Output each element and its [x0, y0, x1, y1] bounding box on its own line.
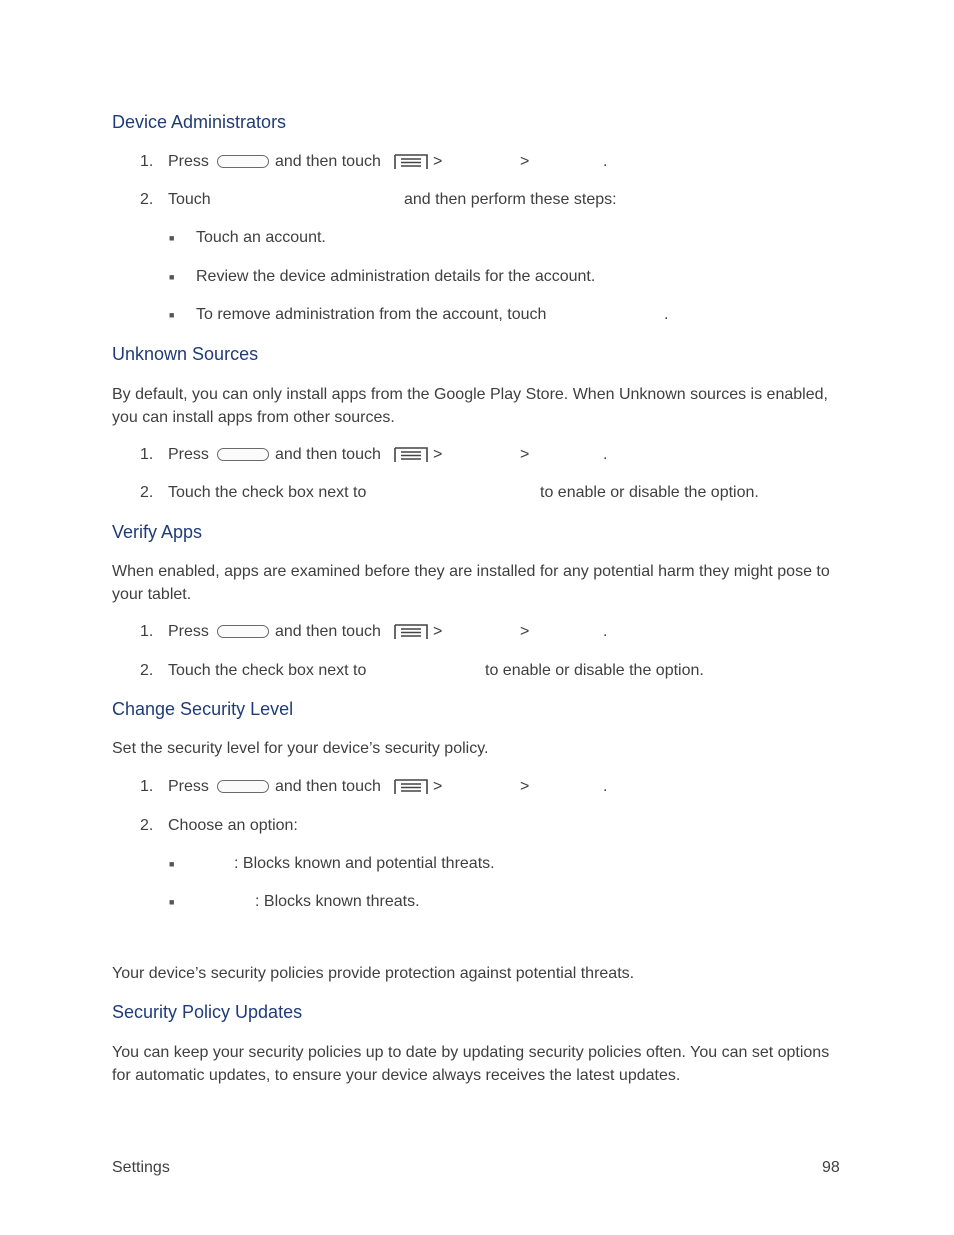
menu-key-icon	[394, 154, 428, 170]
step-text: Touch the check box next to	[168, 662, 367, 679]
list-item: Touch an account.	[196, 229, 326, 246]
step-text: to enable or disable the option.	[485, 662, 704, 679]
step-number: 1.	[140, 446, 154, 463]
press-label: Press	[168, 623, 209, 640]
separator: >	[433, 153, 443, 170]
period: .	[603, 446, 608, 463]
menu-key-icon	[394, 624, 428, 640]
step-text: to enable or disable the option.	[540, 484, 759, 501]
period: .	[603, 623, 608, 640]
step-number: 2.	[140, 817, 154, 834]
paragraph: Your device’s security policies provide protection against potential threats.	[112, 965, 635, 982]
home-key-icon	[217, 625, 269, 638]
step-number: 1.	[140, 623, 154, 640]
paragraph: Set the security level for your device’s security policy.	[112, 740, 489, 757]
press-label: Press	[168, 778, 209, 795]
period: .	[603, 778, 608, 795]
step-text: Touch	[168, 191, 211, 208]
menu-key-icon	[394, 447, 428, 463]
separator: >	[520, 778, 530, 795]
step-number: 1.	[140, 153, 154, 170]
square-bullet-icon: ■	[169, 272, 175, 282]
heading-verify-apps: Verify Apps	[112, 522, 203, 542]
step-text: Touch the check box next to	[168, 484, 367, 501]
separator: >	[433, 778, 443, 795]
heading-unknown-sources: Unknown Sources	[112, 344, 259, 364]
separator: >	[520, 623, 530, 640]
separator: >	[433, 446, 443, 463]
period: .	[664, 306, 669, 323]
step-number: 1.	[140, 778, 154, 795]
square-bullet-icon: ■	[169, 233, 175, 243]
menu-key-icon	[394, 779, 428, 795]
separator: >	[520, 446, 530, 463]
paragraph: You can keep your security policies up to date by updating security policies often. You can set options for automatic updates, to ensure your device always receives the latest updates.	[112, 1044, 830, 1084]
paragraph: When enabled, apps are examined before they are installed for any potential harm they might pose to your tablet.	[112, 563, 830, 603]
step-number: 2.	[140, 662, 154, 679]
page-number: 98	[822, 1159, 840, 1176]
then-touch-label: and then touch	[275, 623, 381, 640]
square-bullet-icon: ■	[169, 897, 175, 907]
step-number: 2.	[140, 484, 154, 501]
then-touch-label: and then touch	[275, 446, 381, 463]
heading-change-security-level: Change Security Level	[112, 699, 294, 719]
then-touch-label: and then touch	[275, 153, 381, 170]
press-label: Press	[168, 446, 209, 463]
step-text: and then perform these steps:	[404, 191, 617, 208]
press-label: Press	[168, 153, 209, 170]
list-item: : Blocks known and potential threats.	[234, 855, 495, 872]
heading-security-policy-updates: Security Policy Updates	[112, 1002, 303, 1022]
then-touch-label: and then touch	[275, 778, 381, 795]
home-key-icon	[217, 780, 269, 793]
period: .	[603, 153, 608, 170]
paragraph: By default, you can only install apps from the Google Play Store. When Unknown sources is enabled, you can install apps from other sources.	[112, 386, 828, 426]
list-item: Review the device administration details for the account.	[196, 268, 596, 285]
step-number: 2.	[140, 191, 154, 208]
footer-section-name: Settings	[112, 1159, 170, 1176]
step-text: Choose an option:	[168, 817, 298, 834]
home-key-icon	[217, 155, 269, 168]
separator: >	[433, 623, 443, 640]
home-key-icon	[217, 448, 269, 461]
separator: >	[520, 153, 530, 170]
square-bullet-icon: ■	[169, 859, 175, 869]
heading-device-administrators: Device Administrators	[112, 112, 287, 132]
list-item: To remove administration from the account, touch	[196, 306, 547, 323]
list-item: : Blocks known threats.	[255, 893, 420, 910]
square-bullet-icon: ■	[169, 310, 175, 320]
